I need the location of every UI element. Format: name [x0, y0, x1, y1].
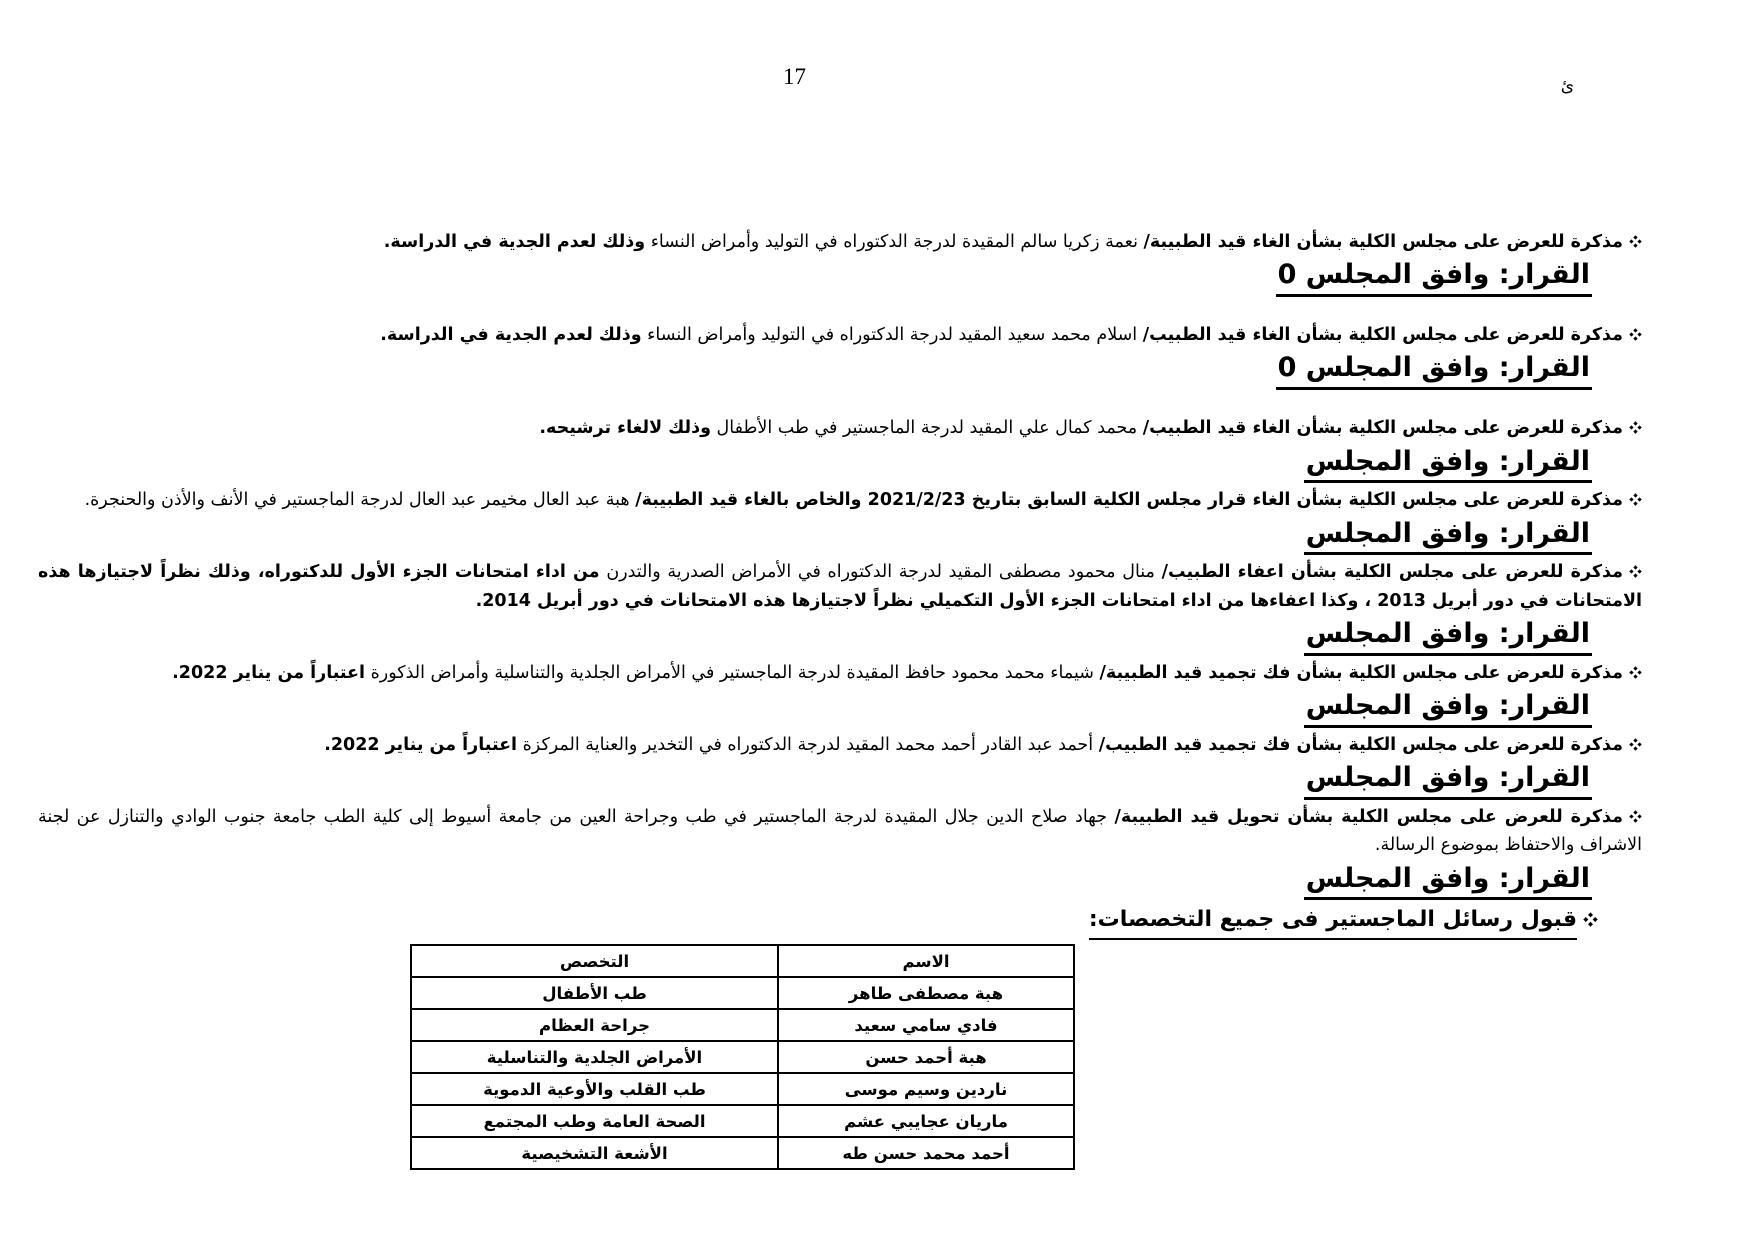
decision-text: القرار: وافق المجلس [1304, 689, 1592, 728]
memo-item [38, 321, 1642, 349]
cell-name: هبة مصطفى طاهر [778, 977, 1074, 1009]
diamond-bullet-icon [1629, 660, 1642, 673]
decision-text: القرار: وافق المجلس [1304, 617, 1592, 656]
memo-subject: مذكرة للعرض على مجلس الكلية بشأن اعفاء الطبيب/ [1161, 562, 1623, 583]
decision-line [38, 617, 1592, 656]
memo-item [38, 486, 1642, 514]
memo-conclusion: وذلك لعدم الجدية في الدراسة. [383, 232, 646, 252]
decision-text: القرار: وافق المجلس [1304, 761, 1592, 800]
cell-specialty: الأشعة التشخيصية [411, 1137, 778, 1169]
thesis-table [410, 944, 1075, 1170]
decision-text: القرار: وافق المجلس [1304, 445, 1592, 484]
table-row [411, 1009, 1074, 1041]
decision-line [38, 761, 1592, 800]
decision-line [38, 351, 1592, 390]
memo-item [38, 803, 1642, 860]
decision-text: القرار: وافق المجلس 0 [1276, 351, 1592, 390]
cell-name: ناردين وسيم موسى [778, 1073, 1074, 1105]
memo-subject: مذكرة للعرض على مجلس الكلية بشأن فك تجميد قيد الطبيب/ [1098, 734, 1623, 755]
table-row [411, 1041, 1074, 1073]
memo-conclusion: وذلك لعدم الجدية في الدراسة. [380, 325, 642, 346]
decision-line [38, 862, 1592, 901]
memo-subject: مذكرة للعرض على مجلس الكلية بشأن الغاء قرار مجلس الكلية السابق بتاريخ 2021/2/23 والخاص بالغاء قيد الطبيبة/ [635, 490, 1623, 511]
memo-item [38, 558, 1642, 615]
cell-name: ماريان عجايبي عشم [778, 1105, 1074, 1137]
memo-conclusion: وذلك لالغاء ترشيحه. [539, 418, 711, 439]
diamond-bullet-icon [1629, 804, 1642, 817]
decision-line [38, 689, 1592, 728]
memo-conclusion: اعتباراً من يناير 2022. [172, 662, 366, 683]
document-body [0, 228, 1754, 1170]
memo-details: محمد كمال علي المقيد لدرجة الماجستير في طب الأطفال [710, 418, 1143, 439]
decision-line [38, 258, 1592, 297]
memo-details: اسلام محمد سعيد المقيد لدرجة الدكتوراه في التوليد وأمراض النساء [641, 325, 1143, 346]
table-header-row [411, 945, 1074, 977]
acceptance-heading-text: قبول رسائل الماجستير فى جميع التخصصات: [1089, 906, 1577, 940]
cell-specialty: جراحة العظام [411, 1009, 778, 1041]
table-row [411, 1137, 1074, 1169]
decision-line [38, 517, 1592, 556]
cell-specialty: طب الأطفال [411, 977, 778, 1009]
cell-name: فادي سامي سعيد [778, 1009, 1074, 1041]
corner-char: ئ [1560, 76, 1574, 96]
memo-subject: مذكرة للعرض على مجلس الكلية بشأن الغاء قيد الطبيب/ [1142, 418, 1623, 439]
memo-subject: مذكرة للعرض على مجلس الكلية بشأن تحويل قيد الطبيبة/ [1114, 807, 1623, 827]
decision-text: القرار: وافق المجلس [1304, 517, 1592, 556]
diamond-bullet-icon [1583, 907, 1598, 922]
memo-details: جهاد صلاح الدين جلال المقيدة لدرجة الماجستير في طب وجراحة العين من جامعة أسيوط إلى كلية الطب جامعة جنوب الوادي والتنازل عن لجنة الاشراف والاحتفاظ بموضوع الرسالة. [38, 807, 1642, 856]
table-row [411, 977, 1074, 1009]
memo-item [38, 731, 1642, 759]
memo-details: شيماء محمد محمود حافظ المقيدة لدرجة الماجستير في الأمراض الجلدية والتناسلية وأمراض الذكورة [365, 662, 1100, 683]
table-header [411, 945, 1074, 977]
column-header-specialty: التخصص [411, 945, 778, 977]
memo-subject: مذكرة للعرض على مجلس الكلية بشأن فك تجميد قيد الطبيبة/ [1099, 662, 1623, 683]
memo-details: منال محمود مصطفى المقيد لدرجة الدكتوراه في الأمراض الصدرية والتدرن [599, 562, 1162, 583]
memo-details: هبة عبد العال مخيمر عبد العال لدرجة الماجستير في الأنف والأذن والحنجرة. [84, 490, 636, 511]
memo-conclusion: اعتباراً من يناير 2022. [324, 734, 518, 755]
column-header-name: الاسم [778, 945, 1074, 977]
diamond-bullet-icon [1629, 732, 1642, 745]
table-row [411, 1105, 1074, 1137]
cell-name: هبة أحمد حسن [778, 1041, 1074, 1073]
memo-item [38, 228, 1642, 256]
memo-item [38, 414, 1642, 442]
table-row [411, 1073, 1074, 1105]
cell-specialty: الأمراض الجلدية والتناسلية [411, 1041, 778, 1073]
diamond-bullet-icon [1629, 559, 1642, 572]
acceptance-heading [38, 906, 1598, 940]
decision-line [38, 445, 1592, 484]
diamond-bullet-icon [1629, 415, 1642, 428]
memo-details: أحمد عبد القادر أحمد محمد المقيد لدرجة الدكتوراه في التخدير والعناية المركزة [517, 734, 1099, 755]
memo-subject: مذكرة للعرض على مجلس الكلية بشأن الغاء قيد الطبيبة/ [1143, 232, 1623, 252]
cell-name: أحمد محمد حسن طه [778, 1137, 1074, 1169]
decision-text: القرار: وافق المجلس [1304, 862, 1592, 901]
table-body [411, 977, 1074, 1169]
memo-item [38, 659, 1642, 687]
diamond-bullet-icon [1629, 229, 1642, 242]
diamond-bullet-icon [1629, 322, 1642, 335]
page-number: 17 [783, 64, 806, 89]
memo-details: نعمة زكريا سالم المقيدة لدرجة الدكتوراه في التوليد وأمراض النساء [645, 232, 1144, 252]
cell-specialty: الصحة العامة وطب المجتمع [411, 1105, 778, 1137]
diamond-bullet-icon [1629, 487, 1642, 500]
memo-subject: مذكرة للعرض على مجلس الكلية بشأن الغاء قيد الطبيب/ [1142, 325, 1623, 346]
cell-specialty: طب القلب والأوعية الدموية [411, 1073, 778, 1105]
memo-conclusion: من اداء امتحانات الجزء الأول للدكتوراه، وذلك نظراً لاجتيازها هذه الامتحانات في دور أبريل 2013 ، وكذا اعفاءها من اداء امتحانات الجزء الأول التكميلي نظراً لاجتيازها هذه الامتحانات في دور أبريل 2014. [38, 562, 1642, 611]
decision-text: القرار: وافق المجلس 0 [1276, 258, 1592, 297]
